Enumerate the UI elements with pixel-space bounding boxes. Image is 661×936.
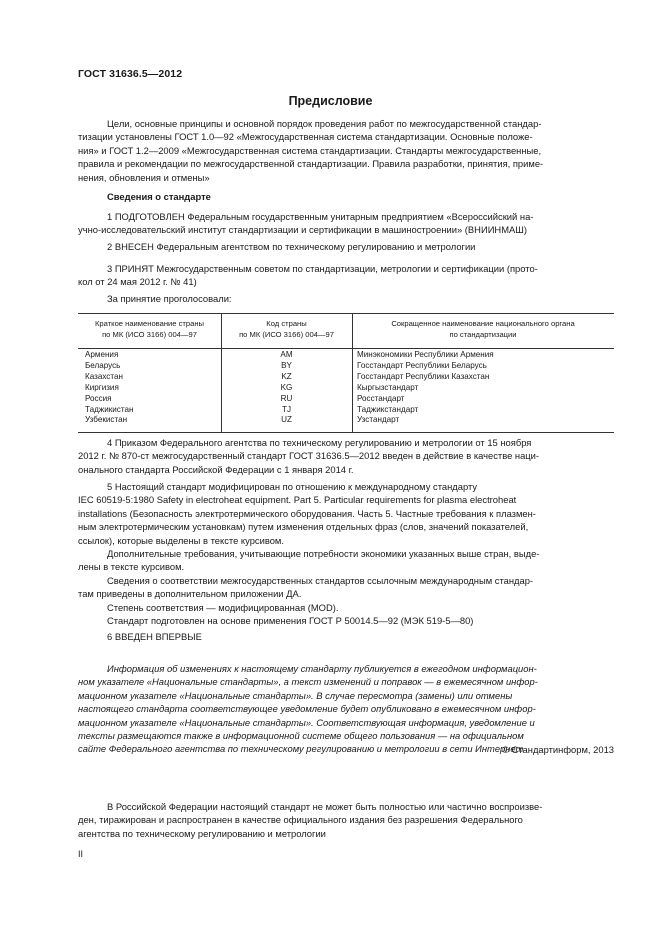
country-cell: Беларусь [85,360,121,370]
item-1-line: учно-исследовательский институт стандартизации и сертификации в машиностроении» (ВНИИНМАШ) [78,224,527,236]
item-5-line: Дополнительные требования, учитывающие потребности экономики указанных выше стран, выде- [107,548,540,560]
rights-line: В Российской Федерации настоящий стандарт не может быть полностью или частично воспроизве- [107,801,543,812]
item-5-line: Сведения о соответствии межгосударственных стандартов ссылочным международным стандар- [107,574,534,586]
item-4-line: онального стандарта Российской Федерации с 1 января 2014 г. [78,463,354,475]
code-cell: KZ [281,371,292,381]
item-3-line: 3 ПРИНЯТ Межгосударственным советом по стандартизации, метрологии и сертификации (прото- [107,263,538,274]
intro-line: Цели, основные принципы и основной порядок проведения работ по межгосударственной стандар- [107,118,542,129]
header-text: по МК (ИСО 3166) 004—97 [239,330,334,339]
body-cell: Таджикстандарт [357,404,419,414]
notice-line: мационном указателе «Национальные стандарты». Соответствующая информация, уведомление и [78,716,535,728]
item-4-line: 4 Приказом Федерального агентства по техническому регулированию и метрологии от 15 ноября [107,437,532,448]
item-6 [78,630,614,643]
page-number: II [78,849,84,859]
header-text: Сокращенное наименование национального органа [391,319,575,328]
body-cell: Кыргызстандарт [357,382,419,392]
table-header-code [221,318,352,340]
item-3-line: кол от 24 мая 2012 г. № 41) [78,276,197,288]
country-cell: Россия [85,393,112,403]
body-cell: Госстандарт Республики Беларусь [357,360,487,370]
header-text: по стандартизации [449,330,517,339]
country-cell: Таджикистан [85,404,134,414]
item-5-line: IEC 60519-5:1980 Safety in electroheat equipment. Part 5. Particular requirements for plasma electroheat [78,494,517,506]
body-column [357,350,612,426]
item-5-line: ссылок), которые выделены в тексте курсивом. [78,534,284,546]
table-header-rule [78,348,614,349]
intro-line: тизации установлены ГОСТ 1.0—92 «Межгосударственная система стандартизации. Основные положе- [78,131,533,143]
header-text: Код страны [266,319,307,328]
notice-line: тексты размещаются также в информационной системе общего пользования — на официальном [78,730,524,742]
body-cell: Росстандарт [357,393,405,403]
table-header-body [352,318,614,340]
info-heading: Сведения о стандарте [107,191,211,202]
item-1 [78,210,614,237]
country-cell: Казахстан [85,371,123,381]
notice-line: мационном указателе «Национальные стандарты». В случае пересмотра (замены) или отмены [78,689,513,701]
code-cell: TJ [282,404,291,414]
notice-line: ном указателе «Национальные стандарты», а текст изменений и поправок — в ежемесячном инфор- [78,676,538,688]
page-title: Предисловие [288,94,373,108]
item-5 [78,480,614,627]
rights-line: агентства по техническому регулированию и метрологии [78,827,326,839]
header-text: Краткое наименование страны [95,319,204,328]
copyright: © Стандартинформ, 2013 [502,744,614,755]
code-cell: AM [280,350,293,359]
notice-line: Информация об изменениях к настоящему стандарту публикуется в ежегодном информацион- [107,663,537,674]
item-5-line: installations (Безопасность электротермического оборудования. Часть 5. Частные требования к плазмен- [78,507,536,519]
code-cell: RU [280,393,293,403]
voting-table [78,313,614,433]
header-text: по МК (ИСО 3166) 004—97 [102,330,197,339]
intro-paragraph [78,117,614,184]
rights-notice [78,800,614,840]
country-column [85,350,219,426]
item-5-line: Стандарт подготовлен на основе применения ГОСТ Р 50014.5—92 (МЭК 519-5—80) [107,615,474,627]
table-header-country [78,318,221,340]
body-cell: Госстандарт Республики Казахстан [357,371,490,381]
code-column [221,350,352,426]
code-cell: UZ [281,415,292,425]
item-4-line: 2012 г. № 870-ст межгосударственный стандарт ГОСТ 31636.5—2012 введен в действие в качестве наци- [78,450,540,462]
item-4 [78,436,614,476]
rights-line: ден, тиражирован и распространен в качестве официального издания без разрешения Федерального [78,814,523,826]
item-2-line: 2 ВНЕСЕН Федеральным агентством по техническому регулированию и метрологии [107,241,476,252]
body-cell: Минэкономики Республики Армения [357,350,494,359]
intro-line: ния» и ГОСТ 1.2—2009 «Межгосударственная система стандартизации. Стандарты межгосударственные, [78,144,542,156]
item-5-line: лены в тексте курсивом. [78,561,185,573]
item-5-line: там приведены в дополнительном приложении ДА. [78,588,302,600]
country-cell: Армения [85,350,119,359]
standard-header: ГОСТ 31636.5—2012 [78,68,183,80]
change-notice [78,662,614,756]
item-3 [78,262,614,289]
item-6-line: 6 ВВЕДЕН ВПЕРВЫЕ [107,631,202,642]
intro-line: нения, обновления и отмены» [78,171,210,183]
code-cell: BY [281,360,292,370]
voted-line-block [78,292,614,305]
item-5-line: ным электротермическим установкам) путем изменения отдельных фраз (слов, значений показателей, [78,521,529,533]
voted-label: За принятие проголосовали: [107,293,232,304]
country-cell: Узбекистан [85,415,128,425]
info-heading-block [78,190,614,203]
item-2 [78,240,614,253]
country-cell: Киргизия [85,382,119,392]
item-5-line: Степень соответствия — модифицированная (MOD). [107,601,339,613]
body-cell: Узстандарт [357,415,400,425]
notice-line: настоящего стандарта соответствующее уведомление будет опубликовано в ежемесячном инфор- [78,703,536,715]
notice-line: сайте Федерального агентства по техническому регулированию и метрологии в сети Интернет [78,743,524,755]
item-5-line: 5 Настоящий стандарт модифицирован по отношению к международному стандарту [107,481,478,492]
item-1-line: 1 ПОДГОТОВЛЕН Федеральным государственным унитарным предприятием «Всероссийский на- [107,211,534,222]
code-cell: KG [280,382,293,392]
intro-line: правила и рекомендации по межгосударственной стандартизации. Правила разработки, принятия, приме- [78,158,544,170]
